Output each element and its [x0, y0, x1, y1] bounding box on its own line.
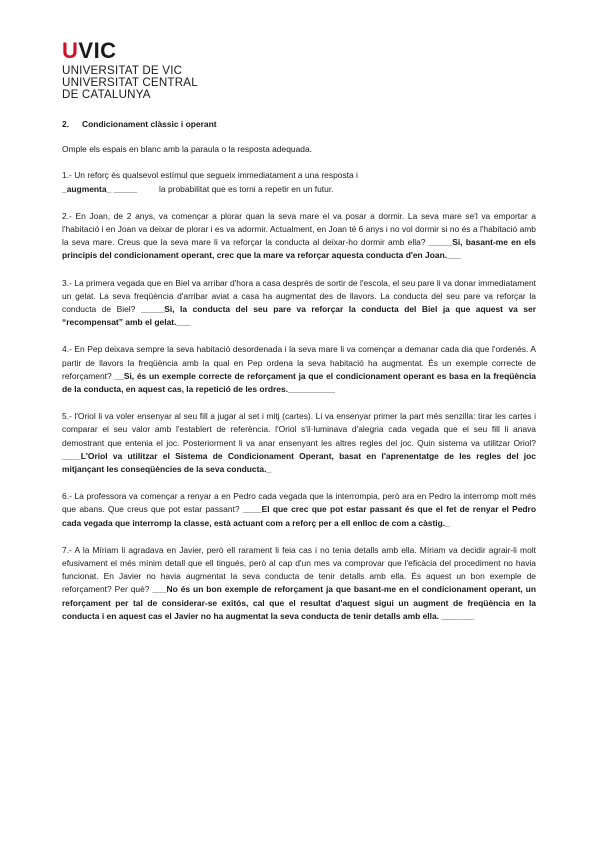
question-3-text: 3.- La primera vegada que en Biel va arribar d'hora a casa després de sortir de l'escola, el seu pare li va donar immediatament un gelat. La seva freqüència d'arribar aviat a casa ha augmentat des de llavors. La conducta del seu pare va reforçar la conducta de Biel? — [62, 277, 536, 315]
question-1-text: 1.- Un reforç és qualsevol estímul que segueix immediatament a una resposta i — [62, 170, 358, 181]
university-logo — [62, 40, 262, 102]
question-6 — [62, 490, 536, 530]
question-2-answer: _____Si, basant-me en els principis del condicionament operant, crec que la mare va reforçar aquesta conducta d'en Joan.___ — [62, 237, 536, 261]
question-4-text: 4.- En Pep deixava sempre la seva habitació desordenada i la seva mare li va començar a demanar cada dia que l'ordenés. A partir de llavors la freqüència amb la qual en Pep ordena la seva habitació ha augmentat. És un exemple correcte de reforçament? — [62, 344, 536, 381]
question-7-text: 7.- A la Míriam li agradava en Javier, però ell rarament li feia cas i no tenia detalls amb ella. Míriam va decidir agrair-li molt efusivament el més mínim detall que ell tingués, però al cap d'un mes va comprovar que l'eficàcia del procediment no havia funcionat. En Javier no havia augmentat la seva conducta de tenir detalls amb ella. És aquest un bon exemple de reforçament? Per què? — [62, 544, 536, 595]
question-5-answer: ____L'Oriol va utilitzar el Sistema de Condicionament Operant, basat en l'aprenentatge de les regles del joc mitjançant les conseqüències de la seva conducta._ — [62, 450, 536, 475]
question-5 — [62, 410, 536, 476]
question-3-answer: _____Si, la conducta del seu pare va reforçar la conducta del Biel ja que aquest va ser “recompensat” amb el gelat.___ — [62, 304, 536, 328]
section-title — [62, 118, 536, 131]
logo-mark — [62, 40, 262, 62]
document-body — [62, 118, 536, 637]
question-6-text: 6.- La professora va començar a renyar a en Pedro cada vegada que la interrompia, però ara en Pedro la interromp molt més que abans. Que creus que pot estar passant? — [62, 491, 536, 515]
question-7-answer: ___No és un bon exemple de reforçament ja que basant-me en el condicionament operant, un reforçament per tal de considerar-se exitós, cal que el resultat d'aquest sigui un augment de freqüència en la conducta i en aquest cas el Javier no ha augmentat la seva conducta de tenir detalls amb ella. _______ — [62, 584, 536, 621]
question-3 — [62, 277, 536, 330]
question-1-answer: _augmenta_ _____ — [62, 183, 138, 194]
question-2-text: 2.- En Joan, de 2 anys, va començar a plorar quan la seva mare el va posar a dormir. La seva mare se'l va emportar a l'habitació i en Joan va deixar de plorar i es va adormir. Actualment, en Joan té 6 anys i no vol dormir si no és a l'habitació amb la seva mare. Creus que la seva mare li va reforçar la conducta al deixar-ho dormir amb ella? — [62, 210, 536, 248]
logo-mark-u: U — [62, 38, 79, 63]
question-7 — [62, 544, 536, 623]
question-5-text: 5.- l'Oriol li va voler ensenyar al seu fill a jugar al set i mitj (cartes). Li va ensenyar primer la part més senzilla: tirar les cartes i comparar el seu valor amb l'establert de referència. l'Oriol s'il·luminava d'alegria cada vegada que el seu fill li anava demostrant que entenia el joc. Posteriorment li va anar ensenyant les altres regles del joc. Quin sistema va utilitzar Oriol? — [62, 411, 536, 448]
question-1-text-rest: la probabilitat que es torni a repetir en un futur. — [159, 183, 334, 194]
logo-line-3: DE CATALUNYA — [62, 88, 151, 102]
section-title-text: Condicionament clàssic i operant — [82, 119, 217, 129]
question-6-answer: ____El que crec que pot estar passant és que el fet de renyar el Pedro cada vegada que interromp la classe, està actuant com a reforç per a ell enlloc de com a càstig._ — [62, 504, 536, 528]
question-2 — [62, 210, 536, 263]
question-1 — [62, 169, 536, 195]
section-number: 2. — [62, 119, 70, 129]
logo-mark-text: VIC — [78, 38, 117, 63]
question-4 — [62, 343, 536, 396]
logo-line-2: UNIVERSITAT CENTRAL — [62, 76, 198, 90]
question-4-answer: __Si, és un exemple correcte de reforçament ja que el condicionament operant es basa en la freqüència de la conducta, en aquest cas, la repetició de les ordres.__________ — [62, 370, 536, 395]
logo-line-1: UNIVERSITAT DE VIC — [62, 64, 183, 77]
instruction: Omple els espais en blanc amb la paraula o la resposta adequada. — [62, 144, 313, 155]
